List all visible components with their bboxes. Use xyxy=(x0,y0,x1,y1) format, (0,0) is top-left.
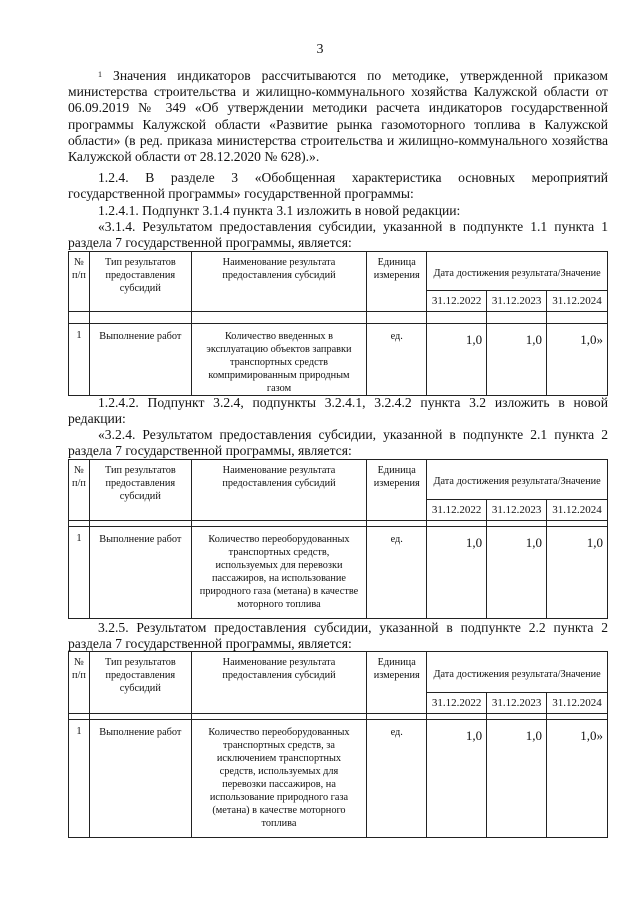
row-value-2022: 1,0 xyxy=(427,324,487,396)
header-date-2024: 31.12.2024 xyxy=(547,693,608,714)
row-name: Количество введенных в эксплуатацию объектов заправки транспортных средств компримированным природным газом xyxy=(191,324,367,396)
header-unit: Единица измерения xyxy=(367,252,427,312)
header-date-2022: 31.12.2022 xyxy=(427,291,487,312)
row-value-2024: 1,0» xyxy=(547,720,608,838)
results-table-2 xyxy=(68,459,608,619)
header-type: Тип результатов предоставления субсидий xyxy=(89,652,191,714)
paragraph-1-2-4-1: 1.2.4.1. Подпункт 3.1.4 пункта 3.1 изложить в новой редакции: xyxy=(98,203,461,218)
header-date-2024: 31.12.2024 xyxy=(547,291,608,312)
row-name: Количество переоборудованных транспортных средств, за исключением транспортных средств, используемых для перевозки пассажиров, на использование природного газа (метана) в качестве моторного топлива xyxy=(191,720,367,838)
footnote-marker: 1 xyxy=(98,70,102,79)
header-num: № п/п xyxy=(69,652,90,714)
header-type: Тип результатов предоставления субсидий xyxy=(89,460,191,521)
header-date: Дата достижения результата/Значение xyxy=(427,252,608,291)
paragraph-1-2-4: 1.2.4. В разделе 3 «Обобщенная характеристика основных мероприятий государственной программы» государственной программы: xyxy=(68,170,608,202)
row-value-2024: 1,0 xyxy=(547,527,608,619)
footnote xyxy=(68,68,608,165)
row-num: 1 xyxy=(69,720,90,838)
row-value-2023: 1,0 xyxy=(487,324,547,396)
paragraph-3-1-4: «3.1.4. Результатом предоставления субсидии, указанной в подпункте 1.1 пункта 1 раздела 7 государственной программы, является: xyxy=(68,219,608,251)
row-type: Выполнение работ xyxy=(89,324,191,396)
row-value-2024: 1,0» xyxy=(547,324,608,396)
row-value-2023: 1,0 xyxy=(487,720,547,838)
header-unit: Единица измерения xyxy=(367,460,427,521)
row-num: 1 xyxy=(69,527,90,619)
paragraph-1-2-4-2: 1.2.4.2. Подпункт 3.2.4, подпункты 3.2.4.1, 3.2.4.2 пункта 3.2 изложить в новой редакции: xyxy=(68,395,608,427)
table-row xyxy=(69,324,608,396)
results-table-1 xyxy=(68,251,608,396)
table-row xyxy=(69,527,608,619)
header-date-2023: 31.12.2023 xyxy=(487,291,547,312)
header-num: № п/п xyxy=(69,460,90,521)
row-unit: ед. xyxy=(367,527,427,619)
row-value-2022: 1,0 xyxy=(427,527,487,619)
header-unit: Единица измерения xyxy=(367,652,427,714)
results-table-3 xyxy=(68,651,608,838)
row-value-2022: 1,0 xyxy=(427,720,487,838)
header-date-2023: 31.12.2023 xyxy=(487,500,547,521)
row-unit: ед. xyxy=(367,324,427,396)
paragraph-3-2-5: 3.2.5. Результатом предоставления субсидии, указанной в подпункте 2.2 пункта 2 раздела 7 государственной программы, является: xyxy=(68,620,608,652)
table-row xyxy=(69,720,608,838)
header-date-2022: 31.12.2022 xyxy=(427,693,487,714)
row-name: Количество переоборудованных транспортных средств, используемых для перевозки пассажиров, на использование природного газа (метана) в качестве моторного топлива xyxy=(191,527,367,619)
header-date-2024: 31.12.2024 xyxy=(547,500,608,521)
header-name: Наименование результата предоставления субсидий xyxy=(191,252,367,312)
header-date-2022: 31.12.2022 xyxy=(427,500,487,521)
row-type: Выполнение работ xyxy=(89,527,191,619)
header-type: Тип результатов предоставления субсидий xyxy=(89,252,191,312)
row-unit: ед. xyxy=(367,720,427,838)
header-date: Дата достижения результата/Значение xyxy=(427,460,608,500)
header-date-2023: 31.12.2023 xyxy=(487,693,547,714)
header-name: Наименование результата предоставления субсидий xyxy=(191,652,367,714)
header-num: № п/п xyxy=(69,252,90,312)
footnote-text: Значения индикаторов рассчитываются по методике, утвержденной приказом министерства строительства и жилищно-коммунального хозяйства Калужской области от 06.09.2019 № 349 «Об утверждении методики расчета индикаторов государственной программы Калужской области «Развитие рынка газомоторного топлива в Калужской области» (в ред. приказа министерства строительства и жилищно-коммунального хозяйства Калужской области от 28.12.2020 № 628).». xyxy=(68,68,608,165)
page-number: 3 xyxy=(316,42,324,57)
row-num: 1 xyxy=(69,324,90,396)
header-date: Дата достижения результата/Значение xyxy=(427,652,608,693)
paragraph-3-2-4: «3.2.4. Результатом предоставления субсидии, указанной в подпункте 2.1 пункта 2 раздела 7 государственной программы, является: xyxy=(68,427,608,459)
row-type: Выполнение работ xyxy=(89,720,191,838)
header-name: Наименование результата предоставления субсидий xyxy=(191,460,367,521)
row-value-2023: 1,0 xyxy=(487,527,547,619)
